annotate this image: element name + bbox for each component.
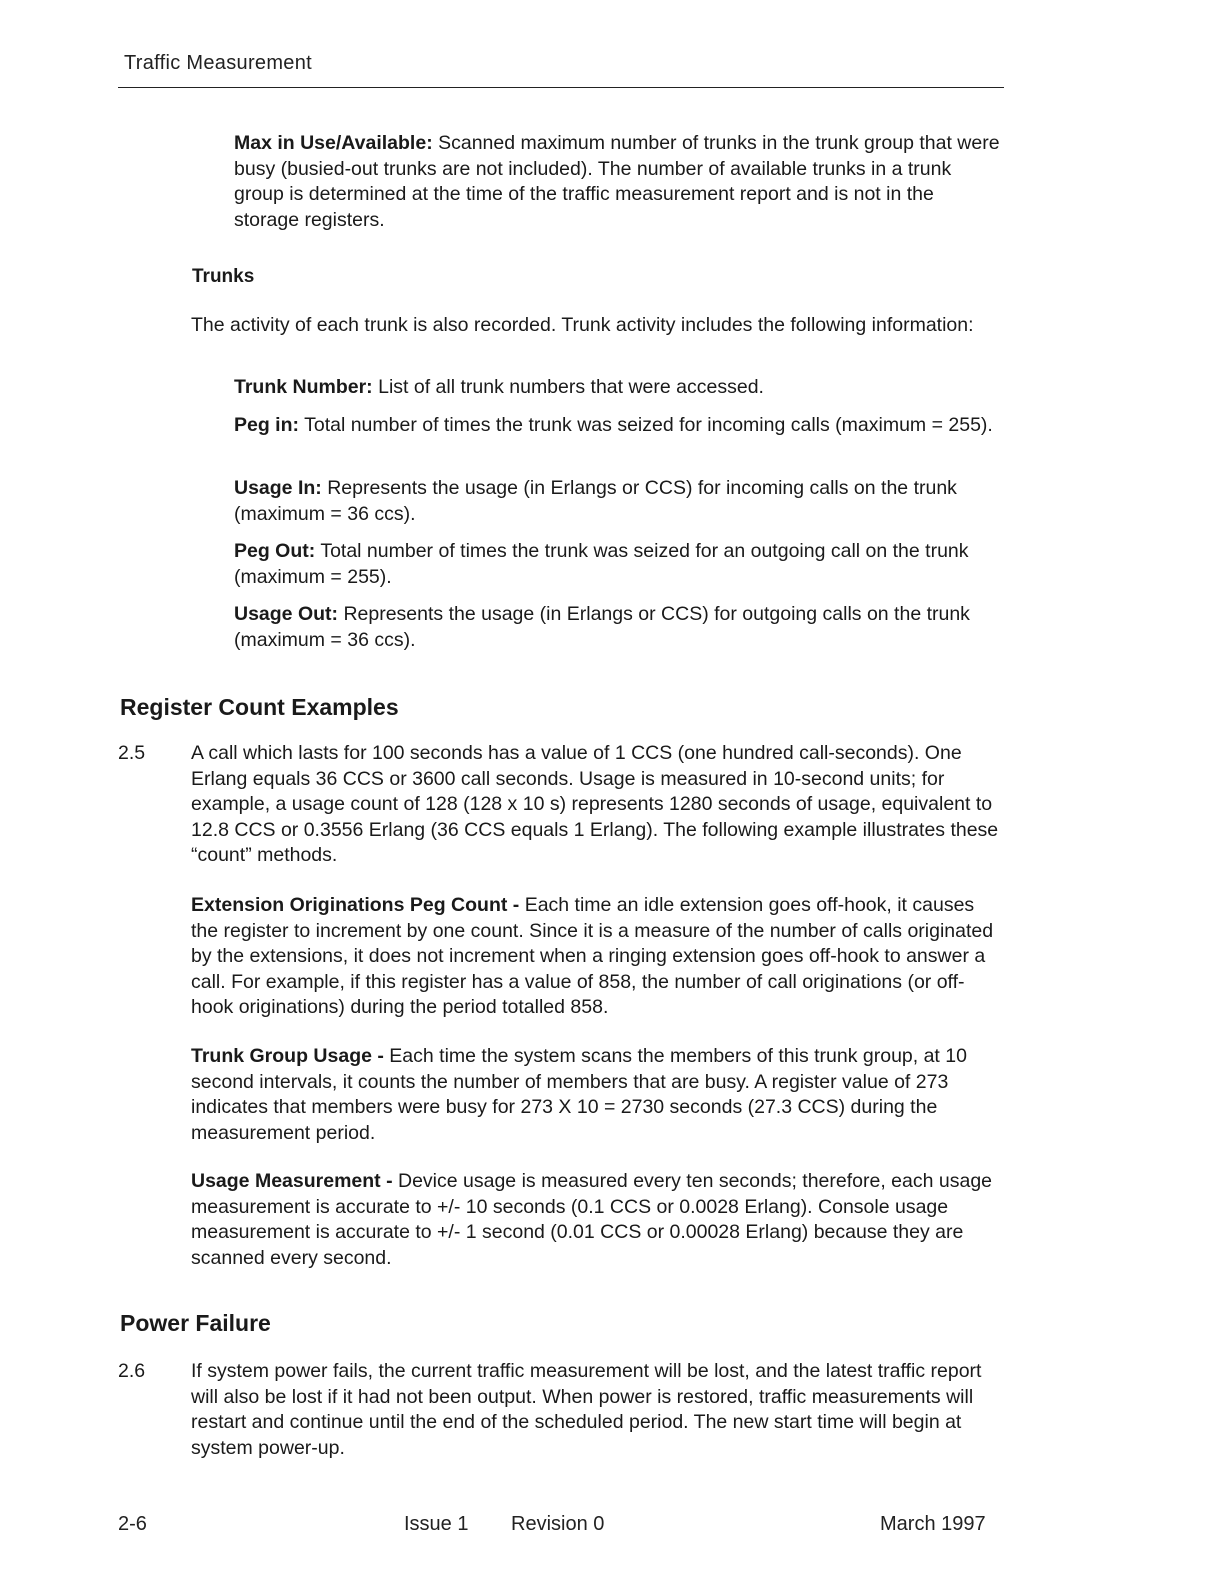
header-divider	[118, 87, 1004, 88]
register-count-paragraph	[191, 741, 1004, 869]
trunk-item-term: Peg Out:	[234, 540, 316, 562]
trunk-item	[234, 413, 1004, 439]
trunk-item	[234, 539, 1004, 590]
trunk-item-text: Represents the usage (in Erlangs or CCS) for outgoing calls on the trunk (maximum = 36 ccs).	[234, 603, 970, 651]
register-count-heading: Register Count Examples	[120, 694, 399, 720]
definition-term: Max in Use/Available:	[234, 132, 433, 154]
publication-date: March 1997	[880, 1513, 986, 1535]
trunks-intro-text: The activity of each trunk is also recorded. Trunk activity includes the following information:	[191, 314, 974, 336]
revision-label: Revision 0	[511, 1513, 605, 1535]
trunks-intro	[191, 313, 1003, 339]
count-example	[191, 1169, 1004, 1271]
trunk-item-text: Total number of times the trunk was seized for incoming calls (maximum = 255).	[304, 414, 993, 436]
trunk-item-term: Usage In:	[234, 477, 322, 499]
count-example-term: Usage Measurement -	[191, 1170, 393, 1192]
page-header-title: Traffic Measurement	[124, 52, 312, 74]
count-example-text: Device usage is measured every ten seconds; therefore, each usage measurement is accurate to +/- 10 seconds (0.1 CCS or 0.0028 Erlang). Console usage measurement is accurate to +/- 1 second (0.01 CCS or 0.00028 Erlang) because they are scanned every second.	[191, 1170, 993, 1269]
definition-text: Scanned maximum number of trunks in the trunk group that were busy (busied-out trunks are not included). The number of available trunks in a trunk group is determined at the time of the traffic measurement report and is not in the storage registers.	[234, 132, 1000, 231]
count-example-text: Each time the system scans the members of this trunk group, at 10 second intervals, it counts the number of members that are busy. A register value of 273 indicates that members were busy for 273 X 10 = 2730 seconds (27.3 CCS) during the measurement period.	[191, 1045, 967, 1144]
trunk-item-term: Trunk Number:	[234, 376, 373, 398]
issue-label: Issue 1	[404, 1513, 469, 1535]
power-failure-heading: Power Failure	[120, 1310, 271, 1336]
trunk-item-text: Total number of times the trunk was seized for an outgoing call on the trunk (maximum = 255).	[234, 540, 969, 588]
count-example	[191, 1044, 1004, 1146]
section-number: 2.5	[118, 742, 146, 764]
power-failure-text: If system power fails, the current traffic measurement will be lost, and the latest traffic report will also be lost if it had not been output. When power is restored, traffic measurements will restart and continue until the end of the scheduled period. The new start time will begin at system power-up.	[191, 1360, 982, 1459]
count-example-text: Each time an idle extension goes off-hook, it causes the register to increment by one count. Since it is a measure of the number of calls originated by the extensions, it does not increment when a ringing extension goes off-hook to answer a call. For example, if this register has a value of 858, the number of call originations (or off-hook originations) during the period totalled 858.	[191, 894, 994, 1019]
register-count-text: A call which lasts for 100 seconds has a value of 1 CCS (one hundred call-seconds). One Erlang equals 36 CCS or 3600 call seconds. Usage is measured in 10-second units; for example, a usage count of 128 (128 x 10 s) represents 1280 seconds of usage, equivalent to 12.8 CCS or 0.3556 Erlang (36 CCS equals 1 Erlang). The following example illustrates these “count” methods.	[191, 742, 999, 867]
trunk-item	[234, 602, 1004, 653]
trunk-item-term: Peg in:	[234, 414, 300, 436]
page-number: 2-6	[118, 1513, 147, 1535]
count-example-term: Extension Originations Peg Count -	[191, 894, 520, 916]
power-failure-paragraph	[191, 1359, 1004, 1461]
trunk-item-text: List of all trunk numbers that were accessed.	[378, 376, 764, 398]
trunk-item	[234, 476, 1004, 527]
trunk-item	[234, 375, 1004, 401]
max-in-use-definition	[234, 131, 1004, 233]
count-example	[191, 893, 1004, 1021]
count-example-term: Trunk Group Usage -	[191, 1045, 384, 1067]
trunk-item-text: Represents the usage (in Erlangs or CCS) for incoming calls on the trunk (maximum = 36 ccs).	[234, 477, 957, 525]
section-number: 2.6	[118, 1360, 146, 1382]
trunks-heading: Trunks	[192, 266, 255, 287]
trunk-item-term: Usage Out:	[234, 603, 339, 625]
